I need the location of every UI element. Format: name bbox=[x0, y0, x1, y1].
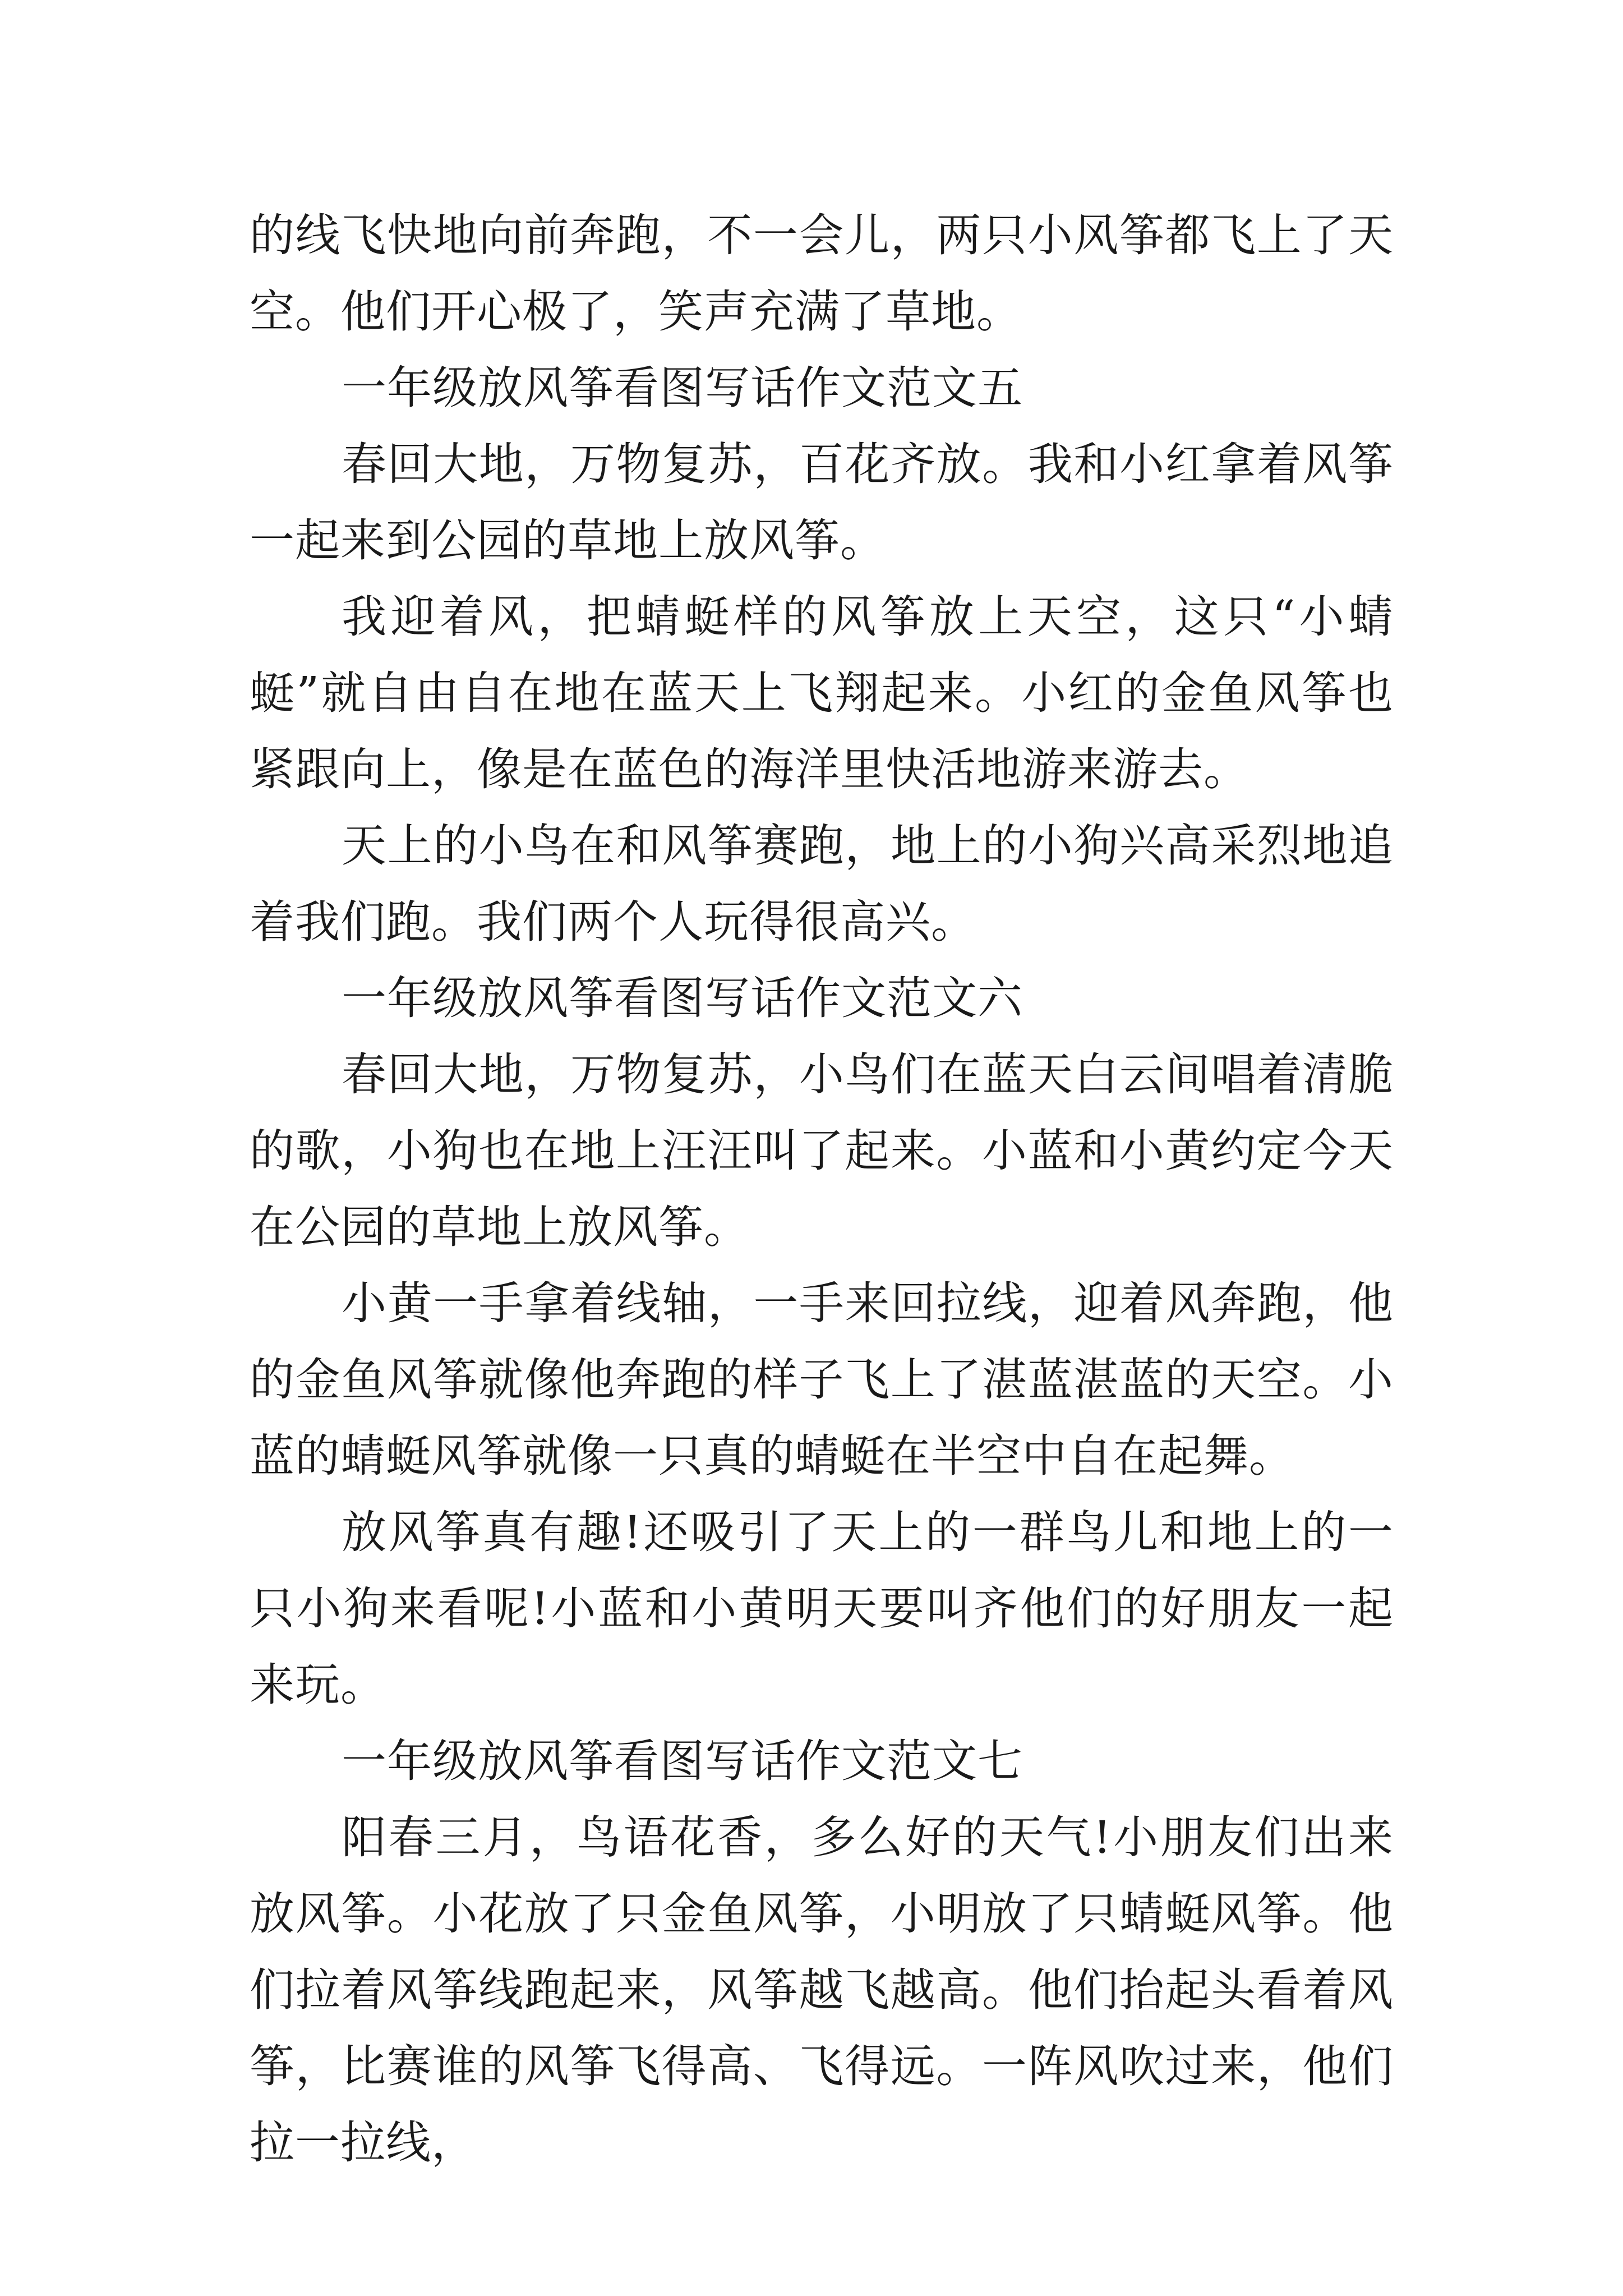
paragraph: 春回大地，万物复苏，小鸟们在蓝天白云间唱着清脆的歌，小狗也在地上汪汪叫了起来。小蓝和小黄约定今天在公园的草地上放风筝。 bbox=[250, 1048, 1394, 1253]
paragraph-continuation: 的线飞快地向前奔跑，不一会儿，两只小风筝都飞上了天空。他们开心极了，笑声充满了草地。 bbox=[250, 209, 1394, 338]
paragraph: 春回大地，万物复苏，百花齐放。我和小红拿着风筝一起来到公园的草地上放风筝。 bbox=[250, 438, 1394, 567]
paragraph: 小黄一手拿着线轴，一手来回拉线，迎着风奔跑，他的金鱼风筝就像他奔跑的样子飞上了湛蓝湛蓝的天空。小蓝的蜻蜓风筝就像一只真的蜻蜓在半空中自在起舞。 bbox=[250, 1277, 1394, 1482]
paragraph: 阳春三月，鸟语花香，多么好的天气!小朋友们出来放风筝。小花放了只金鱼风筝，小明放了只蜻蜓风筝。他们拉着风筝线跑起来，风筝越飞越高。他们抬起头看着风筝，比赛谁的风筝飞得高、飞得远。一阵风吹过来，他们拉一拉线， bbox=[250, 1811, 1394, 2169]
paragraph: 天上的小鸟在和风筝赛跑，地上的小狗兴高采烈地追着我们跑。我们两个人玩得很高兴。 bbox=[250, 820, 1394, 948]
essay-heading-seven: 一年级放风筝看图写话作文范文七 bbox=[342, 1735, 1023, 1787]
paragraph: 我迎着风，把蜻蜓样的风筝放上天空，这只“小蜻蜓”就自由自在地在蓝天上飞翔起来。小红的金鱼风筝也紧跟向上，像是在蓝色的海洋里快活地游来游去。 bbox=[250, 591, 1394, 795]
essay-heading-five: 一年级放风筝看图写话作文范文五 bbox=[342, 362, 1023, 414]
document-body bbox=[250, 197, 1394, 2181]
paragraph: 放风筝真有趣!还吸引了天上的一群鸟儿和地上的一只小狗来看呢!小蓝和小黄明天要叫齐他们的好朋友一起来玩。 bbox=[250, 1506, 1394, 1711]
essay-heading-six: 一年级放风筝看图写话作文范文六 bbox=[342, 972, 1023, 1024]
